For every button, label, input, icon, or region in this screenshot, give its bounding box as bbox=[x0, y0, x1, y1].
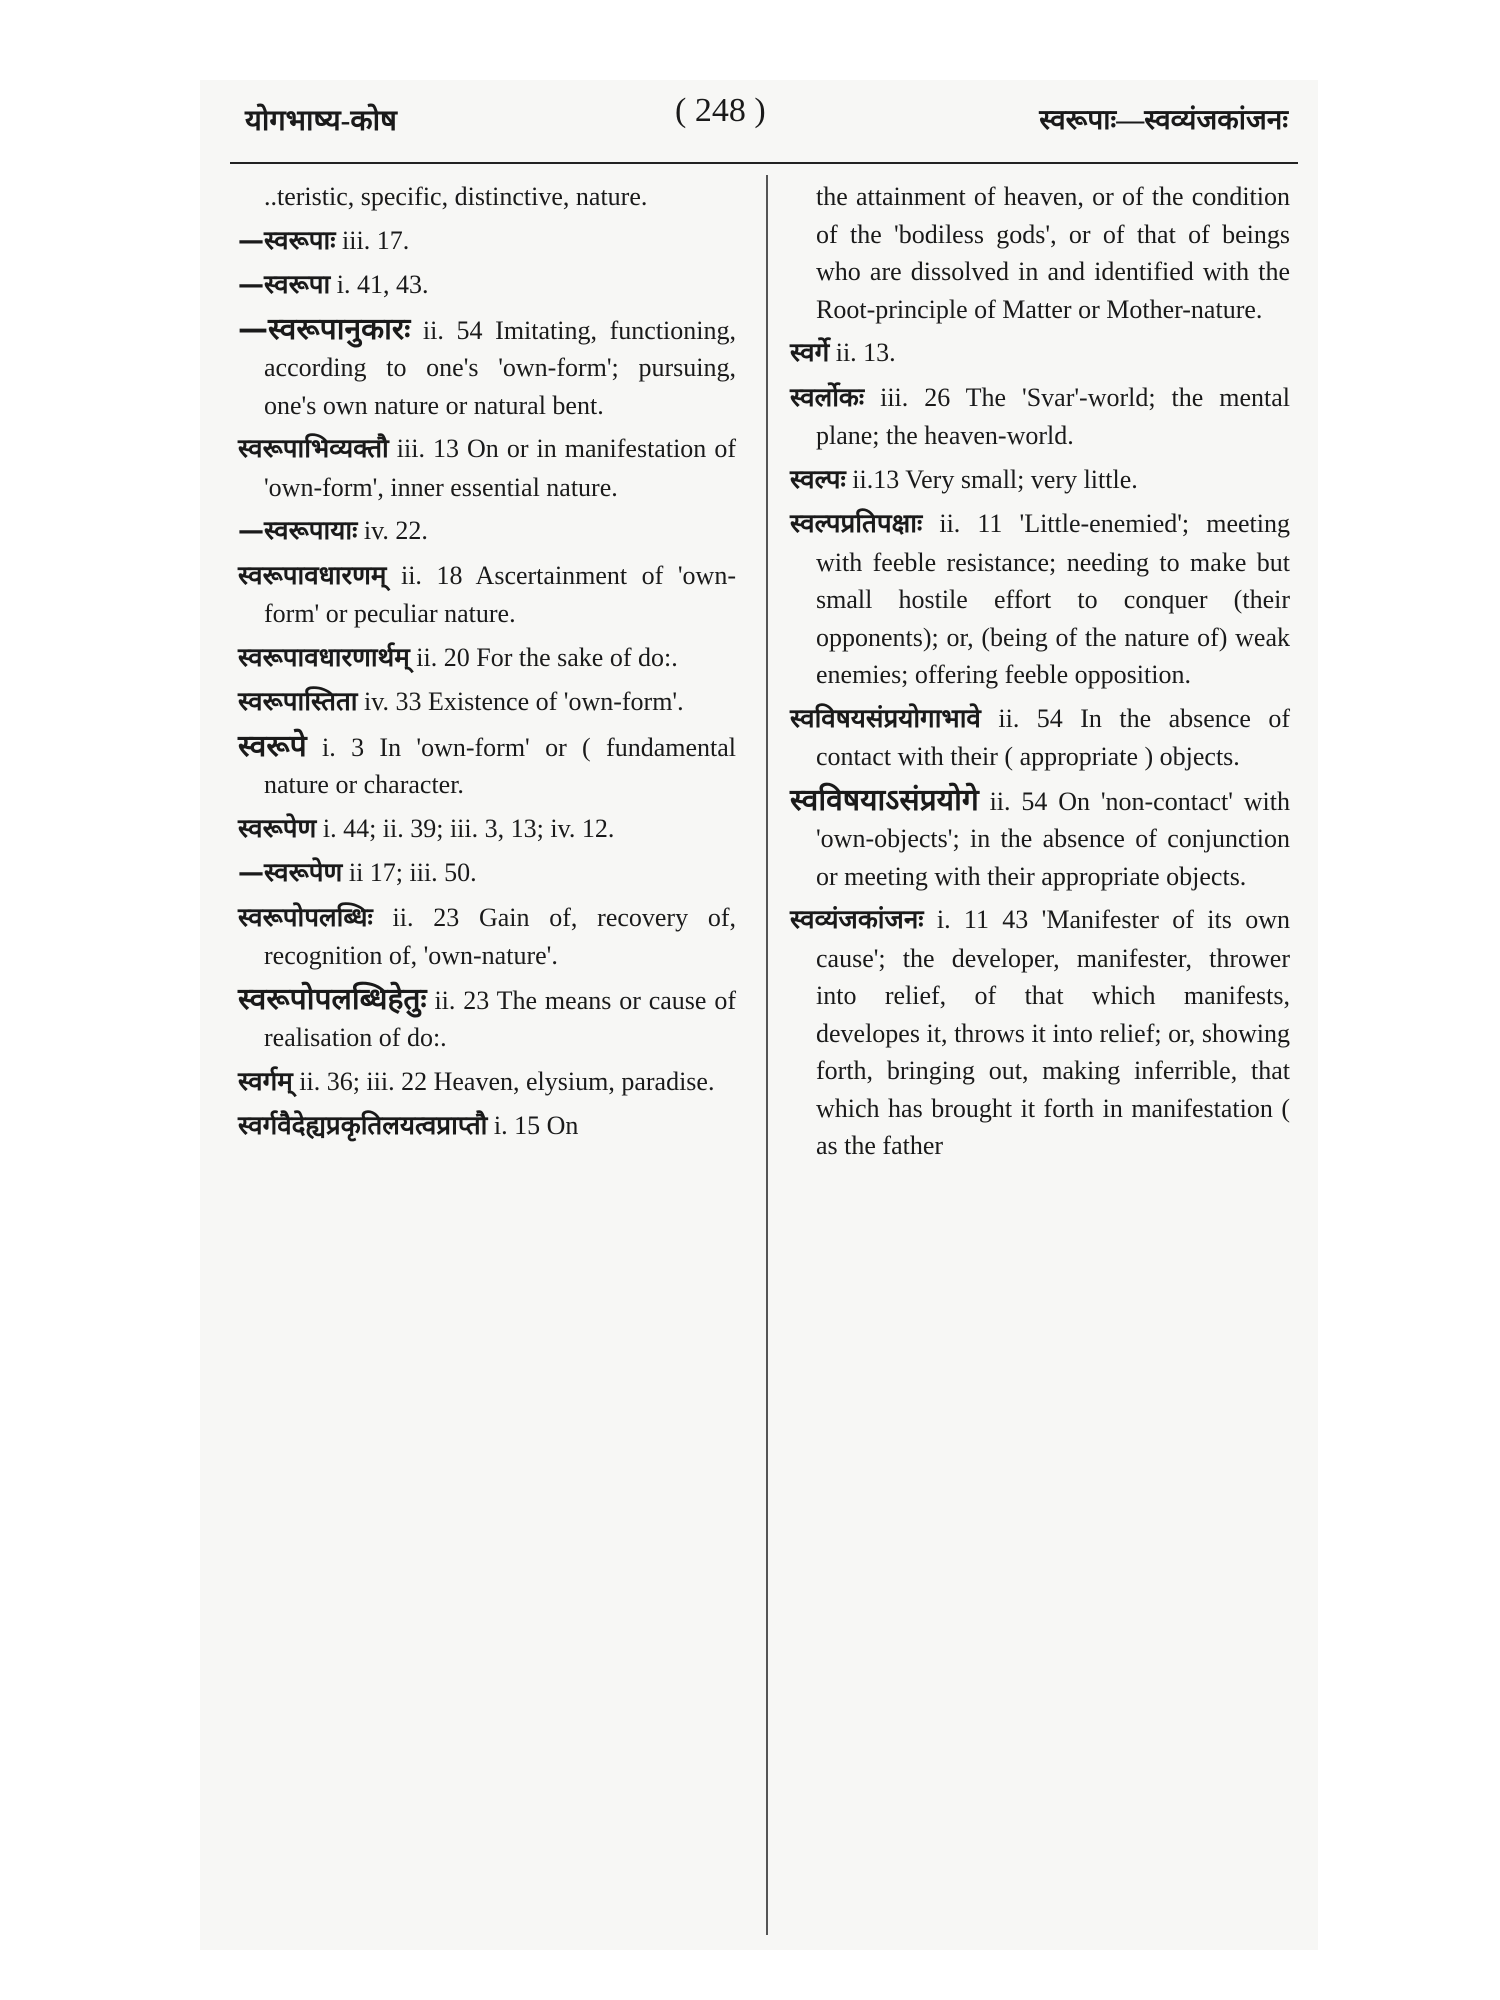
entry-headword: स्वरूपे bbox=[238, 728, 307, 764]
entry-definition: ii. 36; iii. 22 Heaven, elysium, paradise. bbox=[292, 1066, 715, 1096]
entry-definition: iv. 22. bbox=[357, 516, 428, 545]
dictionary-entry bbox=[238, 266, 736, 305]
dictionary-entry bbox=[238, 1107, 736, 1146]
entry-headword: स्वर्लोकः bbox=[790, 382, 865, 413]
entry-headword: स्वविषयसंप्रयोगाभावे bbox=[790, 703, 981, 734]
dictionary-entry bbox=[238, 512, 736, 551]
entry-definition: iii. 13 On or in manifestation of 'own-form', inner essential nature. bbox=[264, 434, 736, 502]
entry-definition: ..teristic, specific, distinctive, nature. bbox=[264, 182, 648, 211]
header-book-title: योगभाष्य-कोष bbox=[245, 105, 397, 137]
entry-definition: ii. 11 'Little-enemied'; meeting with feeble resistance; needing to make but small hostile effort to conquer (their opponents); or, (being of the nature of) weak enemies; offering feeble opposition. bbox=[816, 509, 1290, 689]
entry-definition: ii. 23 Gain of, recovery of, recognition of, 'own-nature'. bbox=[264, 902, 736, 970]
dictionary-entry bbox=[238, 311, 736, 425]
header-entry-range: स्वरूपाः—स्वव्यंजकांजनः bbox=[1039, 105, 1288, 136]
dictionary-entry bbox=[238, 981, 736, 1057]
entry-headword: स्वर्गे bbox=[790, 338, 830, 368]
dictionary-entry bbox=[238, 430, 736, 506]
header-page-number: ( 248 ) bbox=[675, 92, 766, 129]
entry-headword: स्वरूपाभिव्यक्तौ bbox=[238, 434, 389, 464]
entry-headword: स्वविषयाऽसंप्रयोगे bbox=[790, 782, 979, 818]
entry-headword: —स्वरूपायाः bbox=[238, 516, 358, 546]
entry-headword: स्वव्यंजकांजनः bbox=[790, 905, 924, 935]
dictionary-entry bbox=[790, 782, 1290, 896]
entry-definition: i. 15 On bbox=[487, 1111, 579, 1140]
entry-definition: iv. 33 Existence of 'own-form'. bbox=[357, 687, 684, 716]
entry-headword: स्वरूपास्तिता bbox=[238, 687, 358, 717]
entry-definition: ii. 20 For the sake of do:. bbox=[409, 642, 678, 672]
dictionary-entry bbox=[238, 854, 736, 893]
entry-definition: ii. 18 Ascertainment of 'own-form' or peculiar nature. bbox=[264, 560, 736, 628]
dictionary-entry bbox=[238, 1063, 736, 1102]
entry-headword: स्वर्गम् bbox=[238, 1066, 293, 1097]
entry-definition: ii 17; iii. 50. bbox=[342, 858, 477, 887]
dictionary-entry bbox=[238, 639, 736, 678]
dictionary-entry bbox=[238, 810, 736, 849]
left-column bbox=[238, 178, 736, 1152]
dictionary-entry bbox=[238, 178, 736, 216]
entry-definition: ii. 54 Imitating, functioning, according to one's 'own-form'; pursuing, one's own nature or natural bent. bbox=[264, 315, 736, 420]
dictionary-entry bbox=[238, 728, 736, 804]
column-divider bbox=[766, 175, 768, 1935]
entry-definition: i. 3 In 'own-form' or ( fundamental nature or character. bbox=[264, 732, 736, 799]
dictionary-entry bbox=[790, 700, 1290, 776]
dictionary-page bbox=[200, 80, 1318, 1950]
entry-definition: iii. 17. bbox=[335, 225, 410, 255]
entry-definition: i. 41, 43. bbox=[330, 270, 429, 299]
page-header bbox=[200, 80, 1318, 160]
dictionary-entry bbox=[238, 683, 736, 722]
dictionary-entry bbox=[790, 505, 1290, 694]
entry-headword: स्वर्गवैदेह्यप्रकृतिलयत्वप्राप्तौ bbox=[238, 1111, 488, 1141]
right-column bbox=[790, 178, 1290, 1171]
entry-headword: —स्वरूपाः bbox=[238, 225, 336, 256]
entry-definition: the attainment of heaven, or of the condition of the 'bodiless gods', or of that of beings who are dissolved in and identified with the Root-principle of Matter or Mother-nature. bbox=[816, 182, 1290, 324]
entry-definition: ii. 13. bbox=[829, 338, 896, 367]
dictionary-entry bbox=[790, 178, 1290, 328]
dictionary-entry bbox=[238, 557, 736, 633]
dictionary-entry bbox=[238, 899, 736, 975]
dictionary-entry bbox=[238, 222, 736, 261]
entry-headword: स्वरूपेण bbox=[238, 813, 317, 844]
entry-headword: —स्वरूपा bbox=[238, 270, 331, 300]
entry-headword: स्वरूपावधारणार्थम् bbox=[238, 642, 410, 673]
dictionary-entry bbox=[790, 461, 1290, 500]
entry-headword: —स्वरूपानुकारः bbox=[238, 311, 411, 347]
entry-definition: ii. 54 In the absence of contact with their ( appropriate ) objects. bbox=[816, 703, 1290, 771]
entry-headword: स्वल्पः bbox=[790, 464, 846, 495]
dictionary-entry bbox=[790, 334, 1290, 373]
entry-headword: स्वरूपोपलब्धिः bbox=[238, 902, 373, 933]
dictionary-entry bbox=[790, 379, 1290, 455]
entry-definition: ii.13 Very small; very little. bbox=[845, 464, 1138, 494]
entry-headword: स्वल्पप्रतिपक्षाः bbox=[790, 509, 923, 539]
entry-headword: —स्वरूपेण bbox=[238, 858, 343, 888]
entry-definition: ii. 23 The means or cause of realisation of do:. bbox=[264, 985, 736, 1052]
dictionary-entry bbox=[790, 901, 1290, 1165]
header-rule bbox=[230, 162, 1298, 164]
entry-headword: स्वरूपावधारणम् bbox=[238, 560, 387, 591]
entry-definition: i. 44; ii. 39; iii. 3, 13; iv. 12. bbox=[316, 813, 615, 843]
entry-definition: ii. 54 On 'non-contact' with 'own-objects'; in the absence of conjunction or meeting with their appropriate objects. bbox=[816, 786, 1290, 891]
entry-definition: i. 11 43 'Manifester of its own cause'; the developer, manifester, thrower into relief, of that which manifests, developes it, throws it into relief; or, showing forth, bringing out, making inferrible, that which has brought it forth in manifestation ( as the father bbox=[816, 905, 1290, 1160]
entry-definition: iii. 26 The 'Svar'-world; the mental plane; the heaven-world. bbox=[816, 382, 1290, 450]
entry-headword: स्वरूपोपलब्धिहेतुः bbox=[238, 981, 427, 1017]
